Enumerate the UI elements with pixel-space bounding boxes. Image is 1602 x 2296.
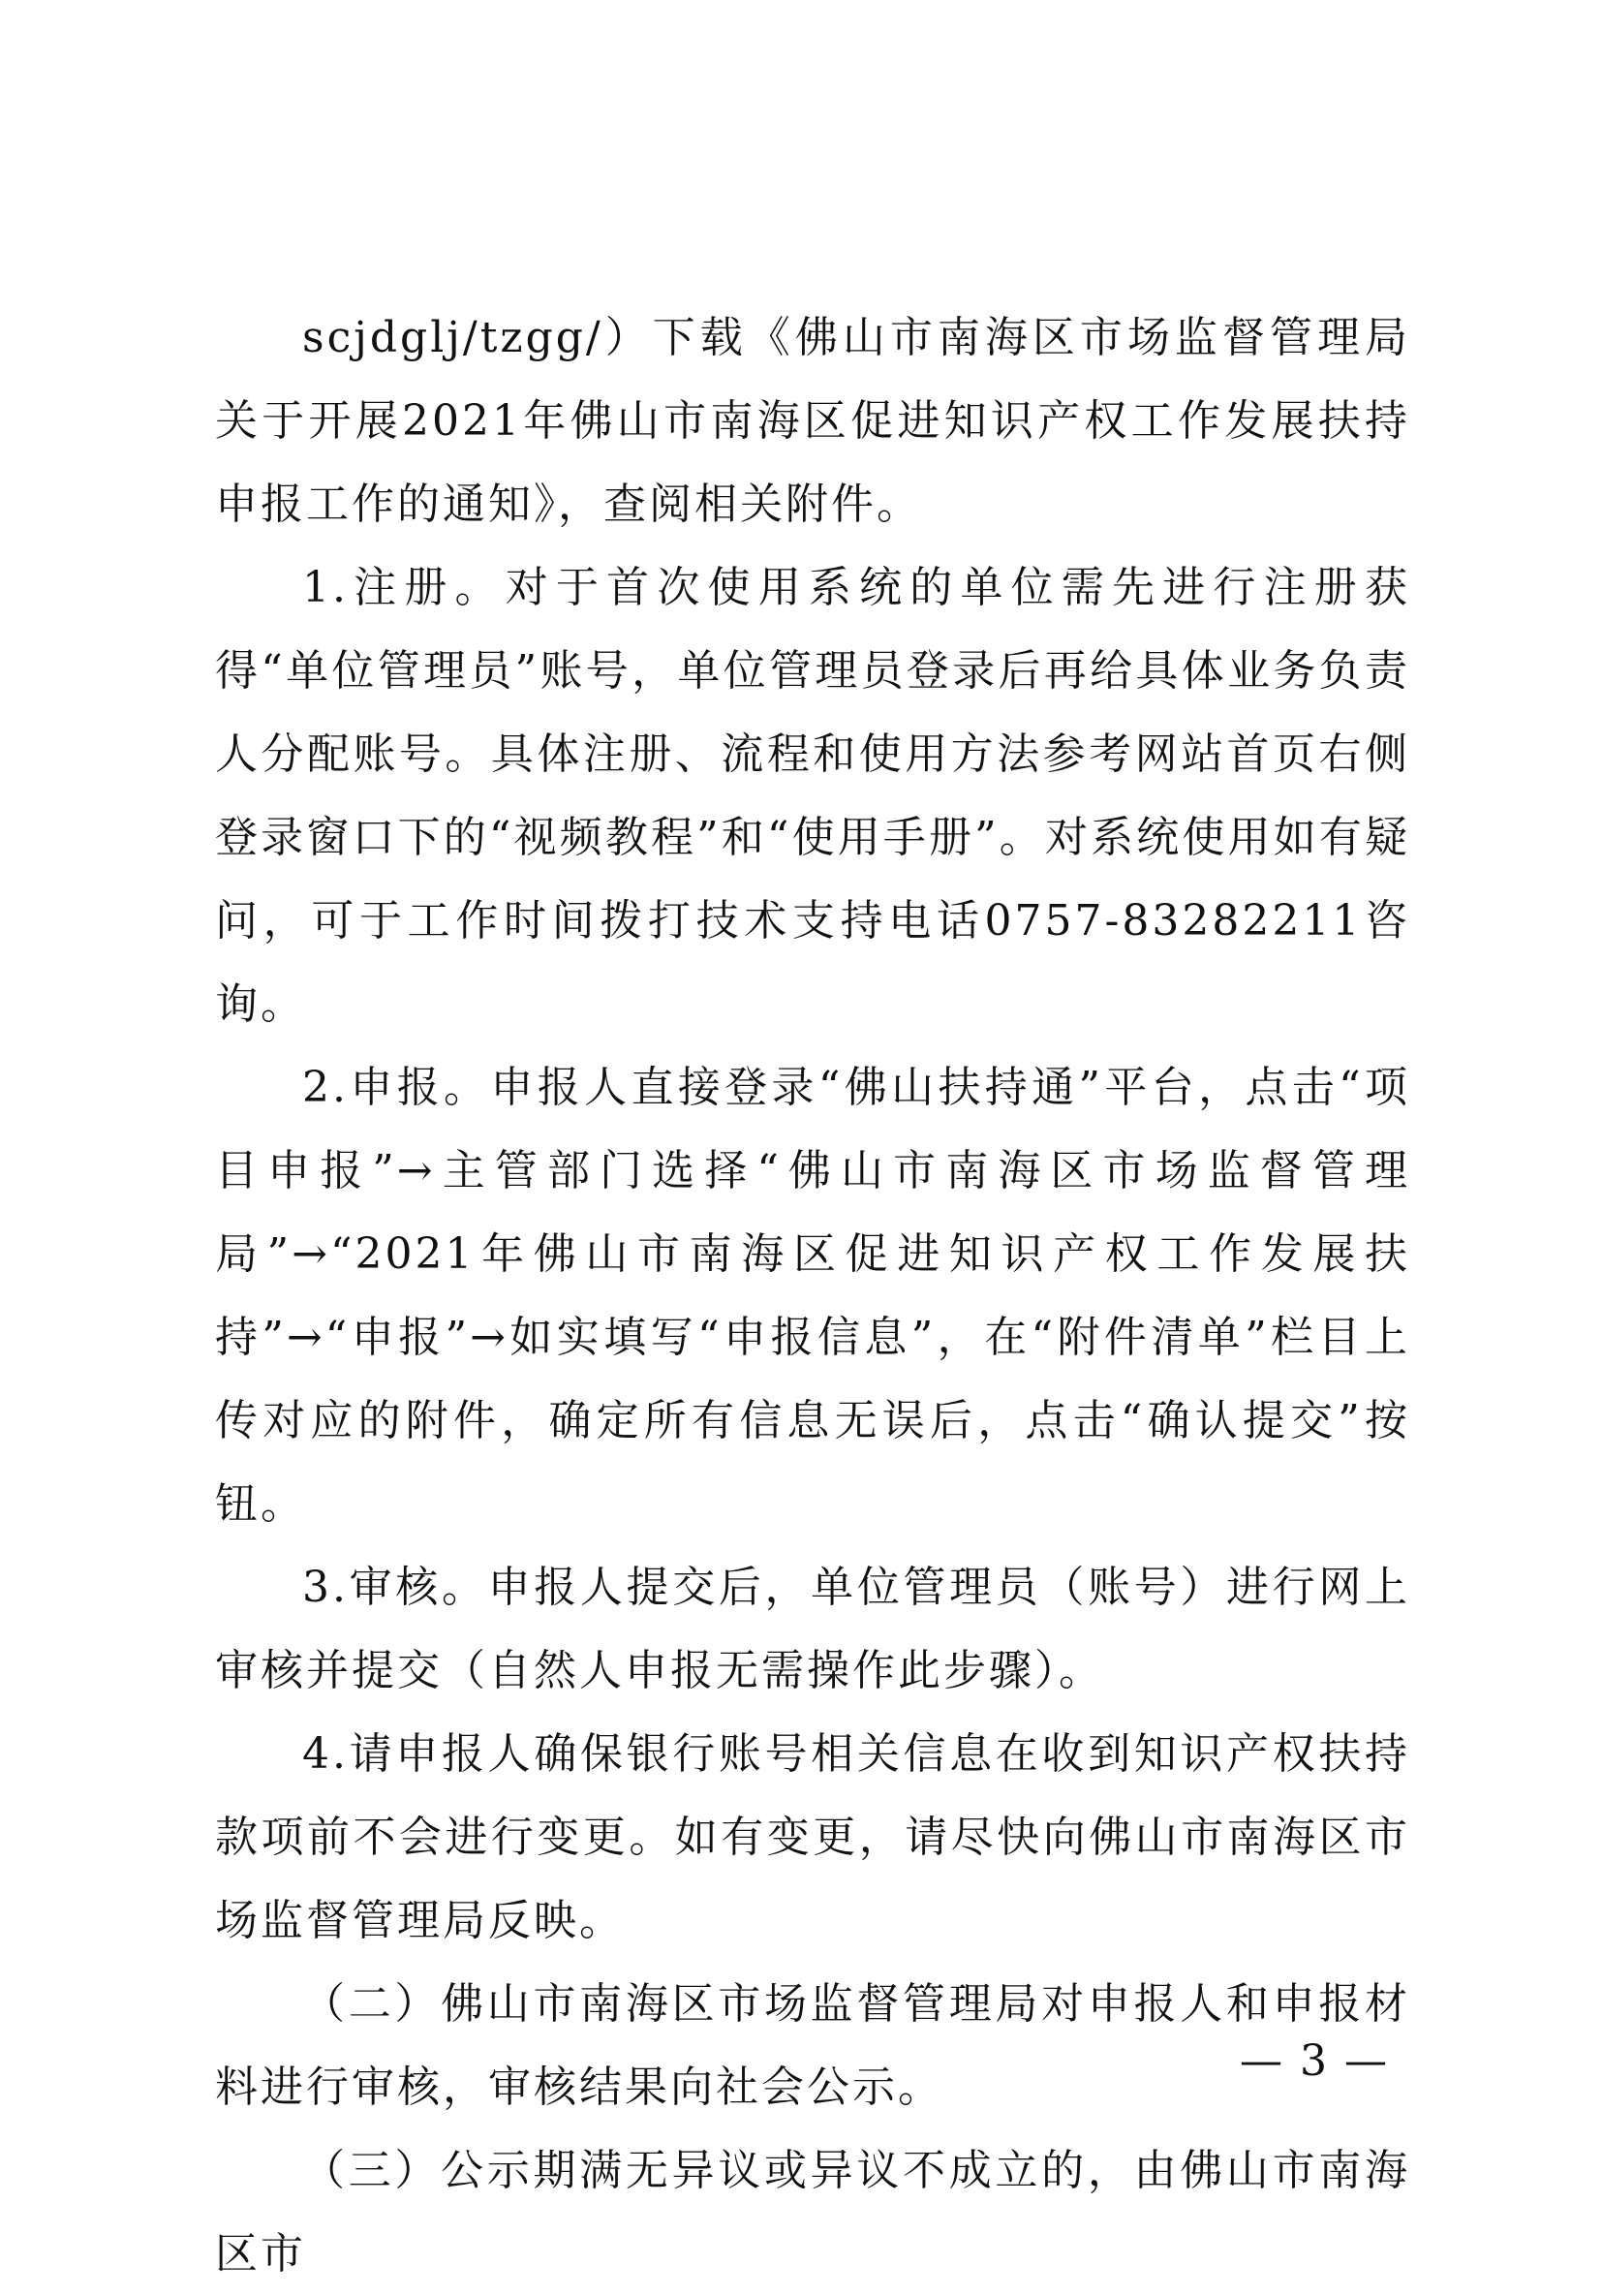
paragraph-section-two: （二）佛山市南海区市场监督管理局对申报人和申报材料进行审核，审核结果向社会公示。 [215, 1979, 1410, 2112]
paragraph-download-notice: scjdglj/tzgg/）下载《佛山市南海区市场监督管理局关于开展2021年佛山市南海区促进知识产权工作发展扶持申报工作的通知》，查阅相关附件。 [215, 313, 1410, 529]
paragraph-step-apply: 2.申报。申报人直接登录“佛山扶持通”平台，点击“项目申报”→主管部门选择“佛山市南海区市场监督管理局”→“2021年佛山市南海区促进知识产权工作发展扶持”→“申报”→如实填写“申报信息”，在“附件清单”栏目上传对应的附件，确定所有信息无误后，点击“确认提交”按钮。 [215, 1063, 1410, 1529]
paragraph-step-review: 3.审核。申报人提交后，单位管理员（账号）进行网上审核并提交（自然人申报无需操作此步骤）。 [215, 1563, 1410, 1695]
document-body [215, 296, 1410, 2296]
paragraph-step-register: 1.注册。对于首次使用系统的单位需先进行注册获得“单位管理员”账号，单位管理员登录后再给具体业务负责人分配账号。具体注册、流程和使用方法参考网站首页右侧登录窗口下的“视频教程”和“使用手册”。对系统使用如有疑问，可于工作时间拨打技术支持电话0757-83282211咨询。 [215, 563, 1410, 1029]
paragraph-section-three: （三）公示期满无异议或异议不成立的，由佛山市南海区市 [215, 2146, 1410, 2279]
paragraph-bank-account-note: 4.请申报人确保银行账号相关信息在收到知识产权扶持款项前不会进行变更。如有变更，请尽快向佛山市南海区市场监督管理局反映。 [215, 1729, 1410, 1945]
page-number: — 3 — [1240, 2036, 1389, 2086]
